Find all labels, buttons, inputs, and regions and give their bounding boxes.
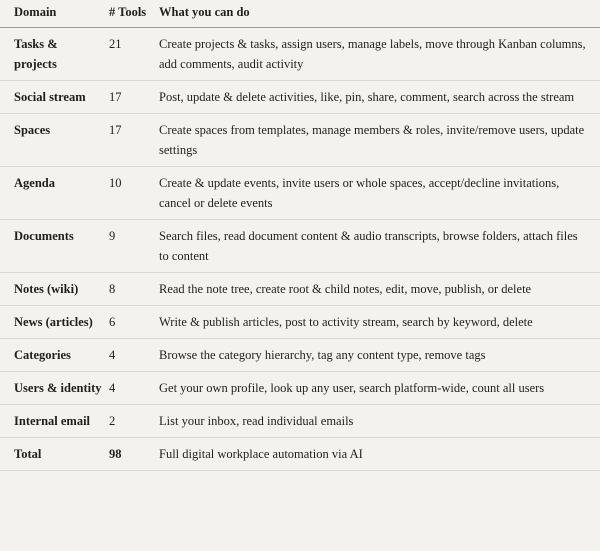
cell-description: Read the note tree, create root & child notes, edit, move, publish, or delete (159, 273, 600, 306)
table-row (0, 273, 600, 306)
table-row (0, 339, 600, 372)
cell-tools: 6 (109, 306, 159, 339)
cell-tools: 8 (109, 273, 159, 306)
table-row (0, 114, 600, 167)
cell-tools: 2 (109, 405, 159, 438)
cell-tools: 17 (109, 81, 159, 114)
cell-domain: Tasks & projects (0, 28, 109, 81)
cell-domain: News (articles) (0, 306, 109, 339)
cell-domain: Notes (wiki) (0, 273, 109, 306)
cell-domain: Categories (0, 339, 109, 372)
table-row (0, 405, 600, 438)
cell-tools: 98 (109, 438, 159, 471)
cell-domain: Social stream (0, 81, 109, 114)
cell-tools: 4 (109, 339, 159, 372)
cell-description: Get your own profile, look up any user, search platform-wide, count all users (159, 372, 600, 405)
cell-tools: 10 (109, 167, 159, 220)
header-tools: # Tools (109, 0, 159, 28)
header-description: What you can do (159, 0, 600, 28)
cell-description: Create spaces from templates, manage members & roles, invite/remove users, update settings (159, 114, 600, 167)
table-row (0, 167, 600, 220)
table-row (0, 220, 600, 273)
table-row (0, 372, 600, 405)
cell-description: Write & publish articles, post to activity stream, search by keyword, delete (159, 306, 600, 339)
cell-domain: Users & identity (0, 372, 109, 405)
cell-tools: 9 (109, 220, 159, 273)
cell-description: List your inbox, read individual emails (159, 405, 600, 438)
table-row (0, 306, 600, 339)
cell-tools: 17 (109, 114, 159, 167)
table-row (0, 81, 600, 114)
cell-domain: Spaces (0, 114, 109, 167)
cell-description: Search files, read document content & audio transcripts, browse folders, attach files to content (159, 220, 600, 273)
cell-description: Post, update & delete activities, like, pin, share, comment, search across the stream (159, 81, 600, 114)
table-row-total (0, 438, 600, 471)
cell-domain: Documents (0, 220, 109, 273)
cell-description: Browse the category hierarchy, tag any content type, remove tags (159, 339, 600, 372)
cell-domain: Agenda (0, 167, 109, 220)
table-header-row (0, 0, 600, 28)
cell-tools: 4 (109, 372, 159, 405)
cell-description: Create projects & tasks, assign users, manage labels, move through Kanban columns, add comments, audit activity (159, 28, 600, 81)
cell-description: Create & update events, invite users or whole spaces, accept/decline invitations, cancel or delete events (159, 167, 600, 220)
table-row (0, 28, 600, 81)
header-domain: Domain (0, 0, 109, 28)
cell-description: Full digital workplace automation via AI (159, 438, 600, 471)
cell-domain: Internal email (0, 405, 109, 438)
cell-tools: 21 (109, 28, 159, 81)
cell-domain: Total (0, 438, 109, 471)
